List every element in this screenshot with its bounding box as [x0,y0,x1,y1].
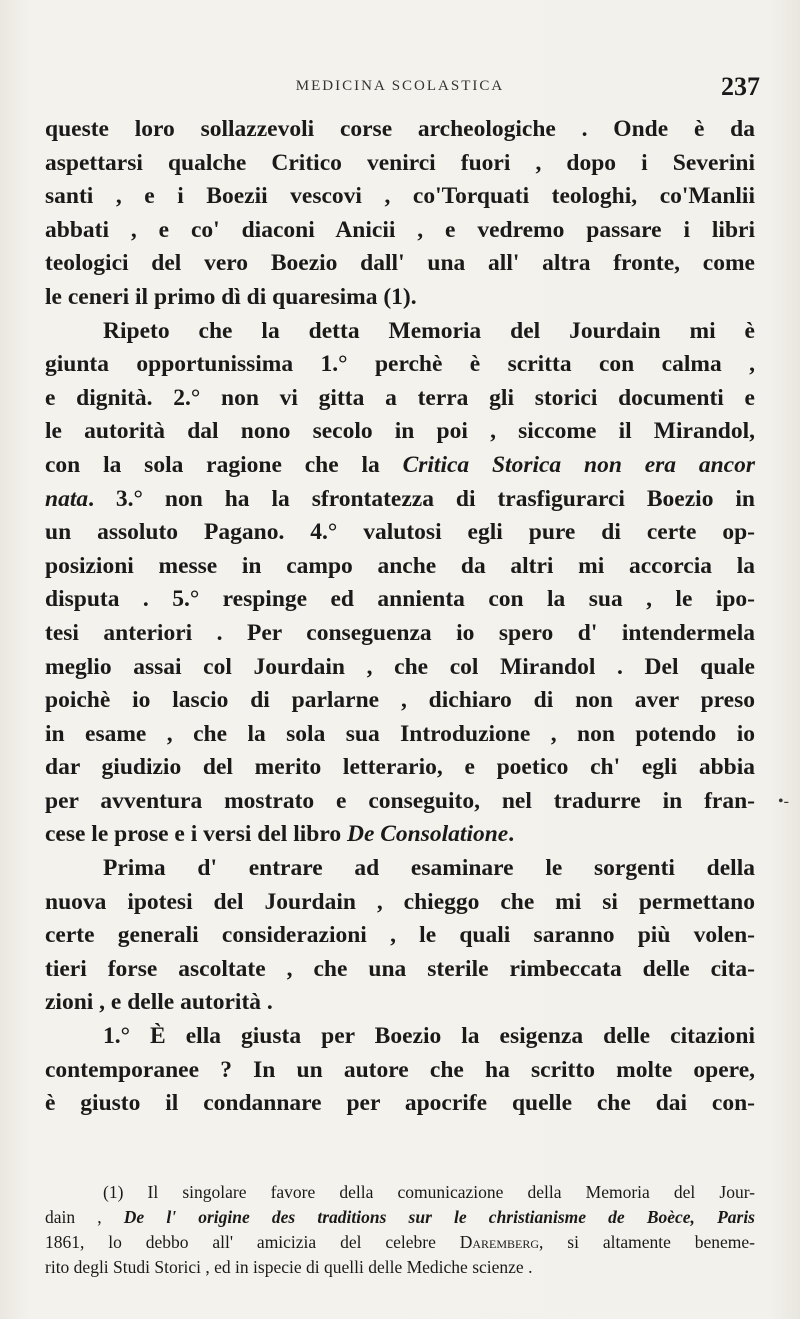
text-line: è giusto il condannare per apocrife quelle che dai con- [45,1090,755,1117]
text-segment: , si altamente beneme- [539,1232,755,1252]
text-line: Prima d' entrare ad esaminare le sorgenti della [103,855,755,882]
footnote [45,1180,755,1280]
text-line: posizioni messe in campo anche da altri mi accorcia la [45,552,755,579]
text-line: contemporanee ? In un autore che ha scritto molte opere, [45,1056,755,1083]
text-line: teologici del vero Boezio dall' una all' altra fronte, come [45,250,755,277]
text-line: santi , e i Boezii vescovi , co'Torquati teologhi, co'Manlii [45,183,755,210]
text-segment: . 3.° non ha la sfrontatezza di trasfigurarci Boezio in [88,485,755,512]
text-line: Ripeto che la detta Memoria del Jourdain mi è [103,317,755,344]
text-line: tesi anteriori . Per conseguenza io spero d' intendermela [45,619,755,646]
text-segment: . [508,821,515,848]
text-segment: cese le prose e i versi del libro [45,821,347,848]
text-line: meglio assai col Jourdain , che col Mirandol . Del quale [45,653,755,680]
page-number: 237 [721,72,760,101]
text-line: un assoluto Pagano. 4.° valutosi egli pure di certe op- [45,519,755,546]
text-line: disputa . 5.° respinge ed annienta con la sua , le ipo- [45,586,755,613]
text-line: tieri forse ascoltate , che una sterile rimbeccata delle cita- [45,955,755,982]
margin-mark: •- [778,793,789,810]
text-line: le ceneri il primo dì di quaresima (1). [45,283,417,310]
text-line: per avventura mostrato e conseguito, nel tradurre in fran- [45,787,755,814]
italic-title: Critica Storica non era ancor [402,451,756,478]
text-line: le autorità dal nono secolo in poi , siccome il Mirandol, [45,418,755,445]
italic-title: De Consolatione [346,821,509,848]
running-header [40,72,760,112]
text-line: poichè io lascio di parlarne , dichiaro di non aver preso [45,687,755,714]
footnote-line [45,1205,755,1230]
text-line: certe generali considerazioni , le quali saranno più volen- [45,922,755,949]
footnote-line: (1) Il singolare favore della comunicazione della Memoria del Jour- [103,1182,755,1202]
footnote-line: rito degli Studi Storici , ed in ispecie di quelli delle Mediche scienze . [45,1257,533,1277]
text-line [45,483,755,517]
text-line [45,449,755,483]
text-line: aspettarsi qualche Critico venirci fuori , dopo i Severini [45,149,755,176]
text-line: queste loro sollazzevoli corse archeologiche . Onde è da [45,116,755,142]
running-title: MEDICINA SCOLASTICA [295,78,505,94]
text-line: giunta opportunissima 1.° perchè è scritta con calma , [45,351,755,378]
text-segment: con la sola ragione che la [45,451,403,478]
footnote-line [45,1230,755,1255]
text-segment: dain , [45,1207,124,1227]
text-line: dar giudizio del merito letterario, e poetico ch' egli abbia [45,754,755,781]
text-line: in esame , che la sola sua Introduzione , non potendo io [45,720,755,747]
text-line: abbati , e co' diaconi Anicii , e vedremo passare i libri [45,216,755,243]
text-line: 1.° È ella giusta per Boezio la esigenza delle citazioni [103,1023,755,1050]
text-line: e dignità. 2.° non vi gitta a terra gli storici documenti e [45,384,755,411]
text-line: zioni , e delle autorità . [45,989,273,1016]
text-segment: 1861, lo debbo all' amicizia del celebre [45,1232,460,1252]
italic-title: De l' origine des traditions sur le christianisme de Boèce, Paris [123,1207,755,1227]
italic-word: nata [45,485,89,512]
text-line: nuova ipotesi del Jourdain , chieggo che mi si permettano [45,888,755,915]
main-text [45,113,755,1121]
text-line [45,818,755,852]
author-name: Daremberg [459,1232,540,1252]
